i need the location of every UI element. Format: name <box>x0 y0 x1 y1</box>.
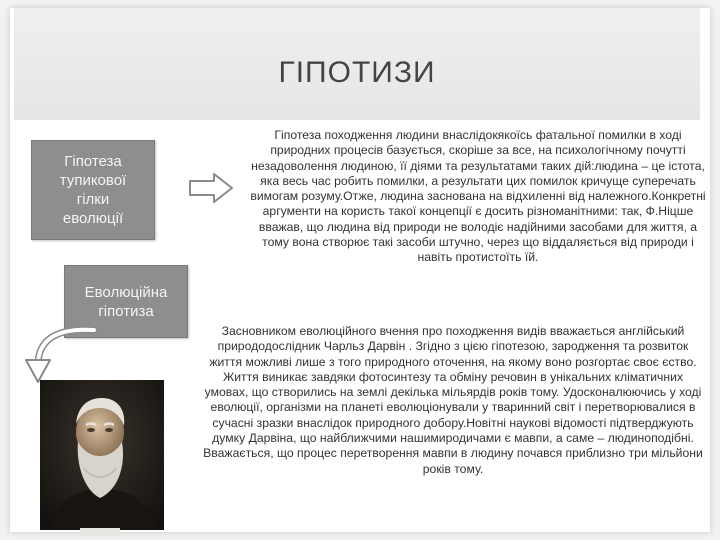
arrow-right-icon <box>188 172 234 204</box>
title-band <box>14 8 700 120</box>
hypothesis-box-label: Еволюційна гіпотиза <box>84 283 168 320</box>
slide-title: ГІПОТИЗИ <box>278 56 436 89</box>
evolution-hypothesis-text: Засновником еволюційного вчення про походження видів вважається англійський природодослідник Чарльз Дарвін . Згідно з цією гіпотезою, зародження та розвиток життя можливі лише з того природного оточення, на якому воно розгортає своє єство. Життя виникає завдяки фотосинтезу та обміну речовин в унікальних кліматичних умовах, що створились на землі декілька мільярдів років тому. Удосконалюючись у ході еволюції, організми на планеті еволюціонували у тваринний світ і перетворювалися в сучасні зразки внаслідок природного добору.Новітні наукові відомості підтверджують думку Дарвіна, що найближчими нашимиродичами є мавпи, а саме – людиноподібні. Вважається, що процес перетворення мавпи в людину почався приблизно три мільйони років тому. <box>203 324 703 476</box>
dead-end-hypothesis-text: Гіпотеза походження людини внаслідокякоїсь фатальної помилки в ході природних процесів базується, скоріше за все, на психологічному почутті незадоволення людиною, її діями та результатами таких дій:людина – це істота, яка весь час робить помилки, а результати цих помилок кричуще суперечать вимогам розуму.Отже, людина заснована на відхиленні від належного.Конкретні аргументи на користь такої концепції є досить різноманітними: так, Ф.Ніцше вважав, що людина від природи не володіє надійними засобами для життя, а тому вона створює такі засоби штучно, через що віддаляється від природи і навіть протистоїть їй. <box>250 128 706 265</box>
curved-arrow-icon <box>22 322 102 388</box>
portrait-caption <box>80 528 120 536</box>
hypothesis-box-dead-end <box>31 140 155 240</box>
hypothesis-box-label: Гіпотеза тупикової гілки еволюції <box>59 153 127 227</box>
darwin-portrait <box>40 380 164 530</box>
